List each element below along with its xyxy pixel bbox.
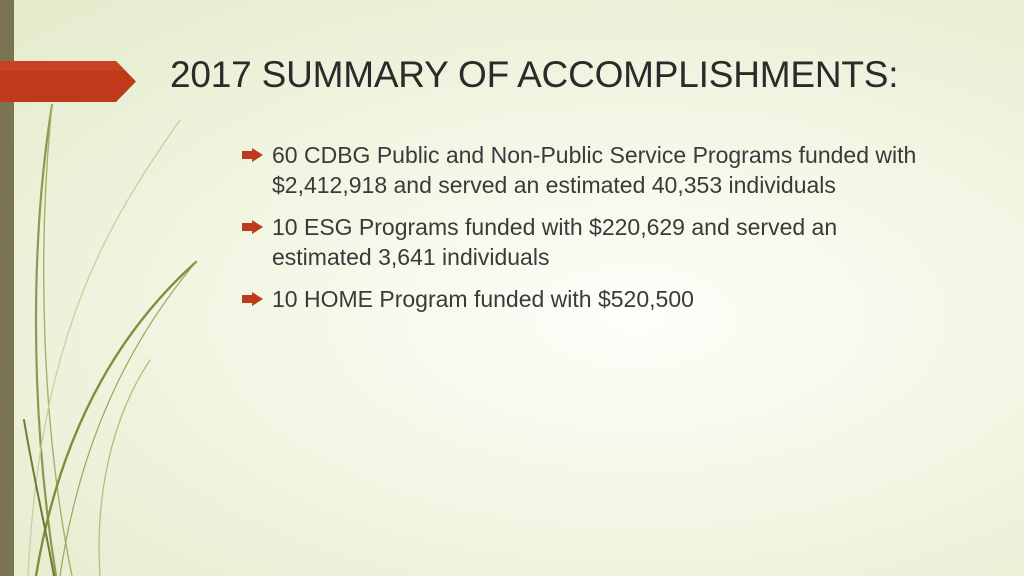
arrow-bullet-icon [242, 148, 263, 162]
slide-title: 2017 SUMMARY OF ACCOMPLISHMENTS: [170, 54, 899, 95]
bullet-item-esg [242, 212, 932, 272]
title-arrow-accent [0, 61, 136, 102]
bullet-item-home [242, 284, 932, 314]
arrow-bullet-icon [242, 292, 263, 306]
bullet-text: 10 HOME Program funded with $520,500 [272, 286, 694, 312]
bullet-item-cdbg [242, 140, 932, 200]
bullet-text: 10 ESG Programs funded with $220,629 and served an estimated 3,641 individuals [272, 214, 838, 270]
bullet-list [242, 140, 932, 326]
arrow-bullet-icon [242, 220, 263, 234]
bullet-text: 60 CDBG Public and Non-Public Service Programs funded with $2,412,918 and served an estimated 40,353 individuals [272, 142, 917, 198]
